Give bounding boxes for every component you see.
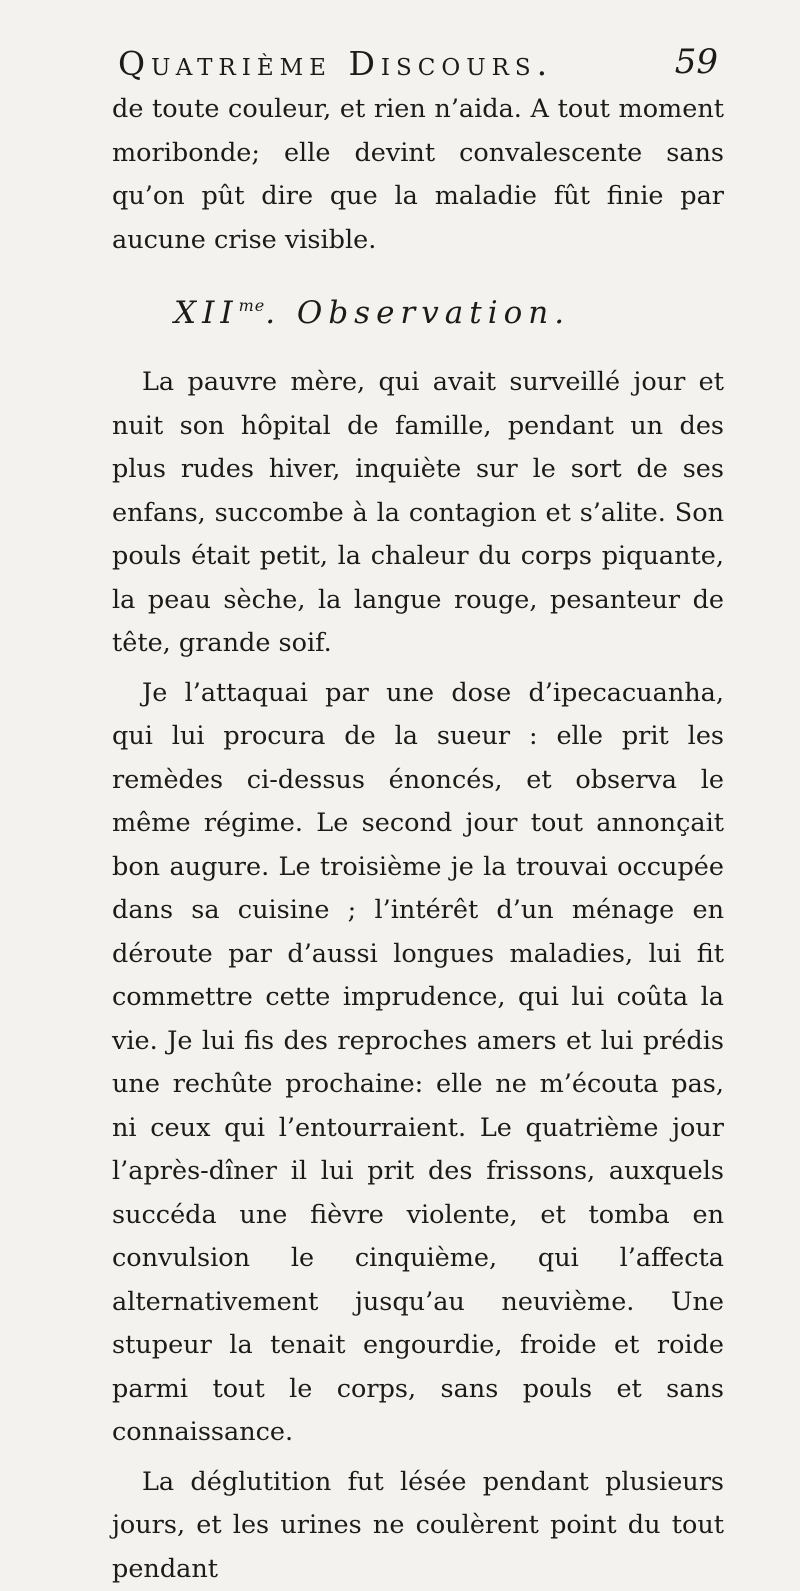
paragraph-deglutition: La déglutition fut lésée pendant plusieurs jours, et les urines ne coulèrent point du tout pendant xyxy=(112,1461,724,1591)
observation-ordinal-suffix: me xyxy=(239,296,266,315)
running-head xyxy=(118,44,718,84)
running-title: Quatrième Discours. xyxy=(118,44,553,83)
observation-title: . Observation. xyxy=(265,295,570,331)
body-text xyxy=(112,88,724,1591)
observation-heading xyxy=(112,286,724,333)
paragraph-case: La pauvre mère, qui avait surveillé jour et nuit son hôpital de famille, pendant un des plus rudes hiver, inquiète sur le sort de ses enfans, succombe à la contagion et s’alite. Son pouls était petit, la chaleur du corps piquante, la peau sèche, la langue rouge, pesanteur de tête, grande soif. xyxy=(112,361,724,666)
page-number: 59 xyxy=(675,42,718,82)
paragraph-treatment: Je l’attaquai par une dose d’ipecacuanha, qui lui procura de la sueur : elle prit les remèdes ci-dessus énoncés, et observa le même régime. Le second jour tout annonçait bon augure. Le troisième je la trouvai occupée dans sa cuisine ; l’intérêt d’un ménage en déroute par d’aussi longues maladies, lui fit commettre cette imprudence, qui lui coûta la vie. Je lui fis des reproches amers et lui prédis une rechûte prochaine: elle ne m’écouta pas, ni ceux qui l’entourraient. Le quatrième jour l’après-dîner il lui prit des frissons, auxquels succéda une fièvre violente, et tomba en convulsion le cinquième, qui l’affecta alternativement jusqu’au neuvième. Une stupeur la tenait engourdie, froide et roide parmi tout le corps, sans pouls et sans connaissance. xyxy=(112,672,724,1455)
observation-number xyxy=(174,295,265,331)
paragraph-intro: de toute couleur, et rien n’aida. A tout moment moribonde; elle devint convalescente sans qu’on pût dire que la maladie fût finie par aucune crise visible. xyxy=(112,88,724,262)
observation-roman: XII xyxy=(174,295,239,331)
